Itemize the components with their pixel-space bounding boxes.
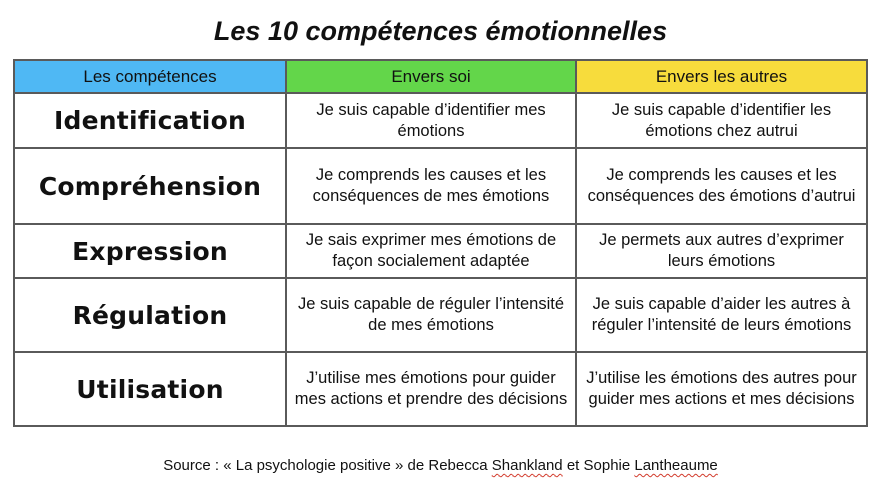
source-middle: et Sophie: [562, 457, 635, 474]
competences-table: [13, 59, 868, 427]
skill-identification: Identification: [14, 93, 286, 148]
header-envers-autres: Envers les autres: [576, 60, 867, 93]
table-row: [14, 93, 867, 148]
header-competences: Les compétences: [14, 60, 286, 93]
author-lantheaume: Lantheaume: [634, 457, 718, 474]
skill-expression: Expression: [14, 224, 286, 278]
cell-soi: Je suis capable de réguler l’intensité de mes émotions: [286, 278, 576, 352]
cell-soi: Je suis capable d’identifier mes émotions: [286, 93, 576, 148]
cell-soi: Je comprends les causes et les conséquences de mes émotions: [286, 148, 576, 224]
header-envers-soi: Envers soi: [286, 60, 576, 93]
source-prefix: Source : « La psychologie positive » de Rebecca: [163, 457, 492, 474]
cell-autres: Je suis capable d’identifier les émotions chez autrui: [576, 93, 867, 148]
cell-soi: J’utilise mes émotions pour guider mes actions et prendre des décisions: [286, 352, 576, 426]
table-row: [14, 224, 867, 278]
table-row: [14, 148, 867, 224]
cell-autres: Je comprends les causes et les conséquences des émotions d’autrui: [576, 148, 867, 224]
table-row: [14, 278, 867, 352]
header-row: [14, 60, 867, 93]
skill-utilisation: Utilisation: [14, 352, 286, 426]
cell-autres: Je suis capable d’aider les autres à réguler l’intensité de leurs émotions: [576, 278, 867, 352]
cell-soi: Je sais exprimer mes émotions de façon socialement adaptée: [286, 224, 576, 278]
cell-autres: Je permets aux autres d’exprimer leurs émotions: [576, 224, 867, 278]
source-caption: [0, 457, 881, 474]
cell-autres: J’utilise les émotions des autres pour guider mes actions et mes décisions: [576, 352, 867, 426]
page-title: Les 10 compétences émotionnelles: [213, 16, 668, 46]
author-shankland: Shankland: [491, 457, 563, 474]
table-row: [14, 352, 867, 426]
skill-comprehension: Compréhension: [14, 148, 286, 224]
skill-regulation: Régulation: [14, 278, 286, 352]
